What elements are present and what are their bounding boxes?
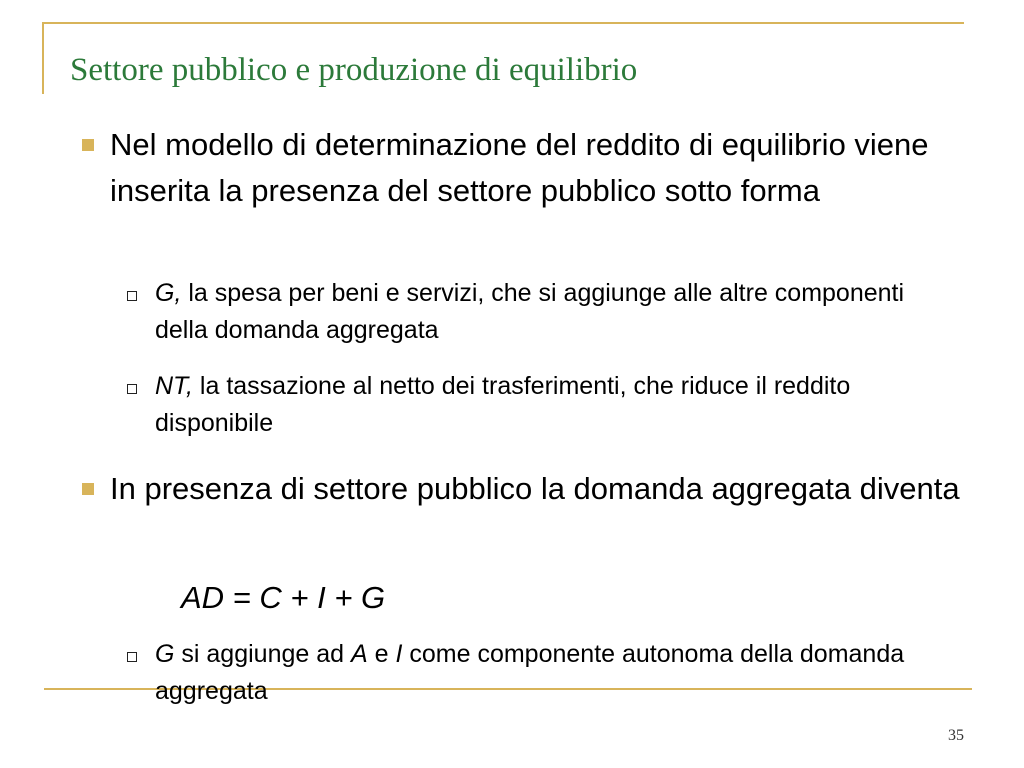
term-g: G,	[155, 279, 182, 307]
term-a: A	[350, 640, 368, 668]
frame-top-line	[42, 22, 964, 24]
sub-bullet-text: la tassazione al netto dei trasferimenti, che riduce il reddito disponibile	[155, 372, 851, 437]
text-fragment: come componente autonoma della domanda aggregata	[155, 640, 905, 705]
slide-title: Settore pubblico e produzione di equilibrio	[70, 52, 638, 88]
term-g: G	[155, 640, 175, 668]
bullet-text: Nel modello di determinazione del reddito di equilibrio viene inserita la presenza del settore pubblico sotto forma	[110, 127, 929, 208]
equation: AD = C + I + G	[181, 580, 386, 615]
square-bullet-icon	[82, 139, 94, 151]
text-fragment: si aggiunge ad	[174, 640, 351, 668]
sub-bullet-item-3	[155, 636, 955, 710]
square-bullet-icon	[82, 483, 94, 495]
hollow-square-bullet-icon	[127, 291, 137, 301]
bullet-item-2	[110, 466, 960, 512]
term-nt: NT,	[155, 372, 193, 400]
text-fragment: e	[367, 640, 396, 668]
sub-bullet-item-1	[155, 275, 955, 349]
frame-left-line	[42, 22, 44, 94]
sub-bullet-text: la spesa per beni e servizi, che si aggiunge alle altre componenti della domanda aggregata	[155, 279, 905, 344]
term-i: I	[395, 640, 403, 668]
bullet-item-1	[110, 122, 960, 214]
bullet-text: In presenza di settore pubblico la domanda aggregata diventa	[110, 471, 960, 506]
hollow-square-bullet-icon	[127, 652, 137, 662]
hollow-square-bullet-icon	[127, 384, 137, 394]
page-number: 35	[948, 727, 964, 744]
sub-bullet-item-2	[155, 368, 955, 442]
